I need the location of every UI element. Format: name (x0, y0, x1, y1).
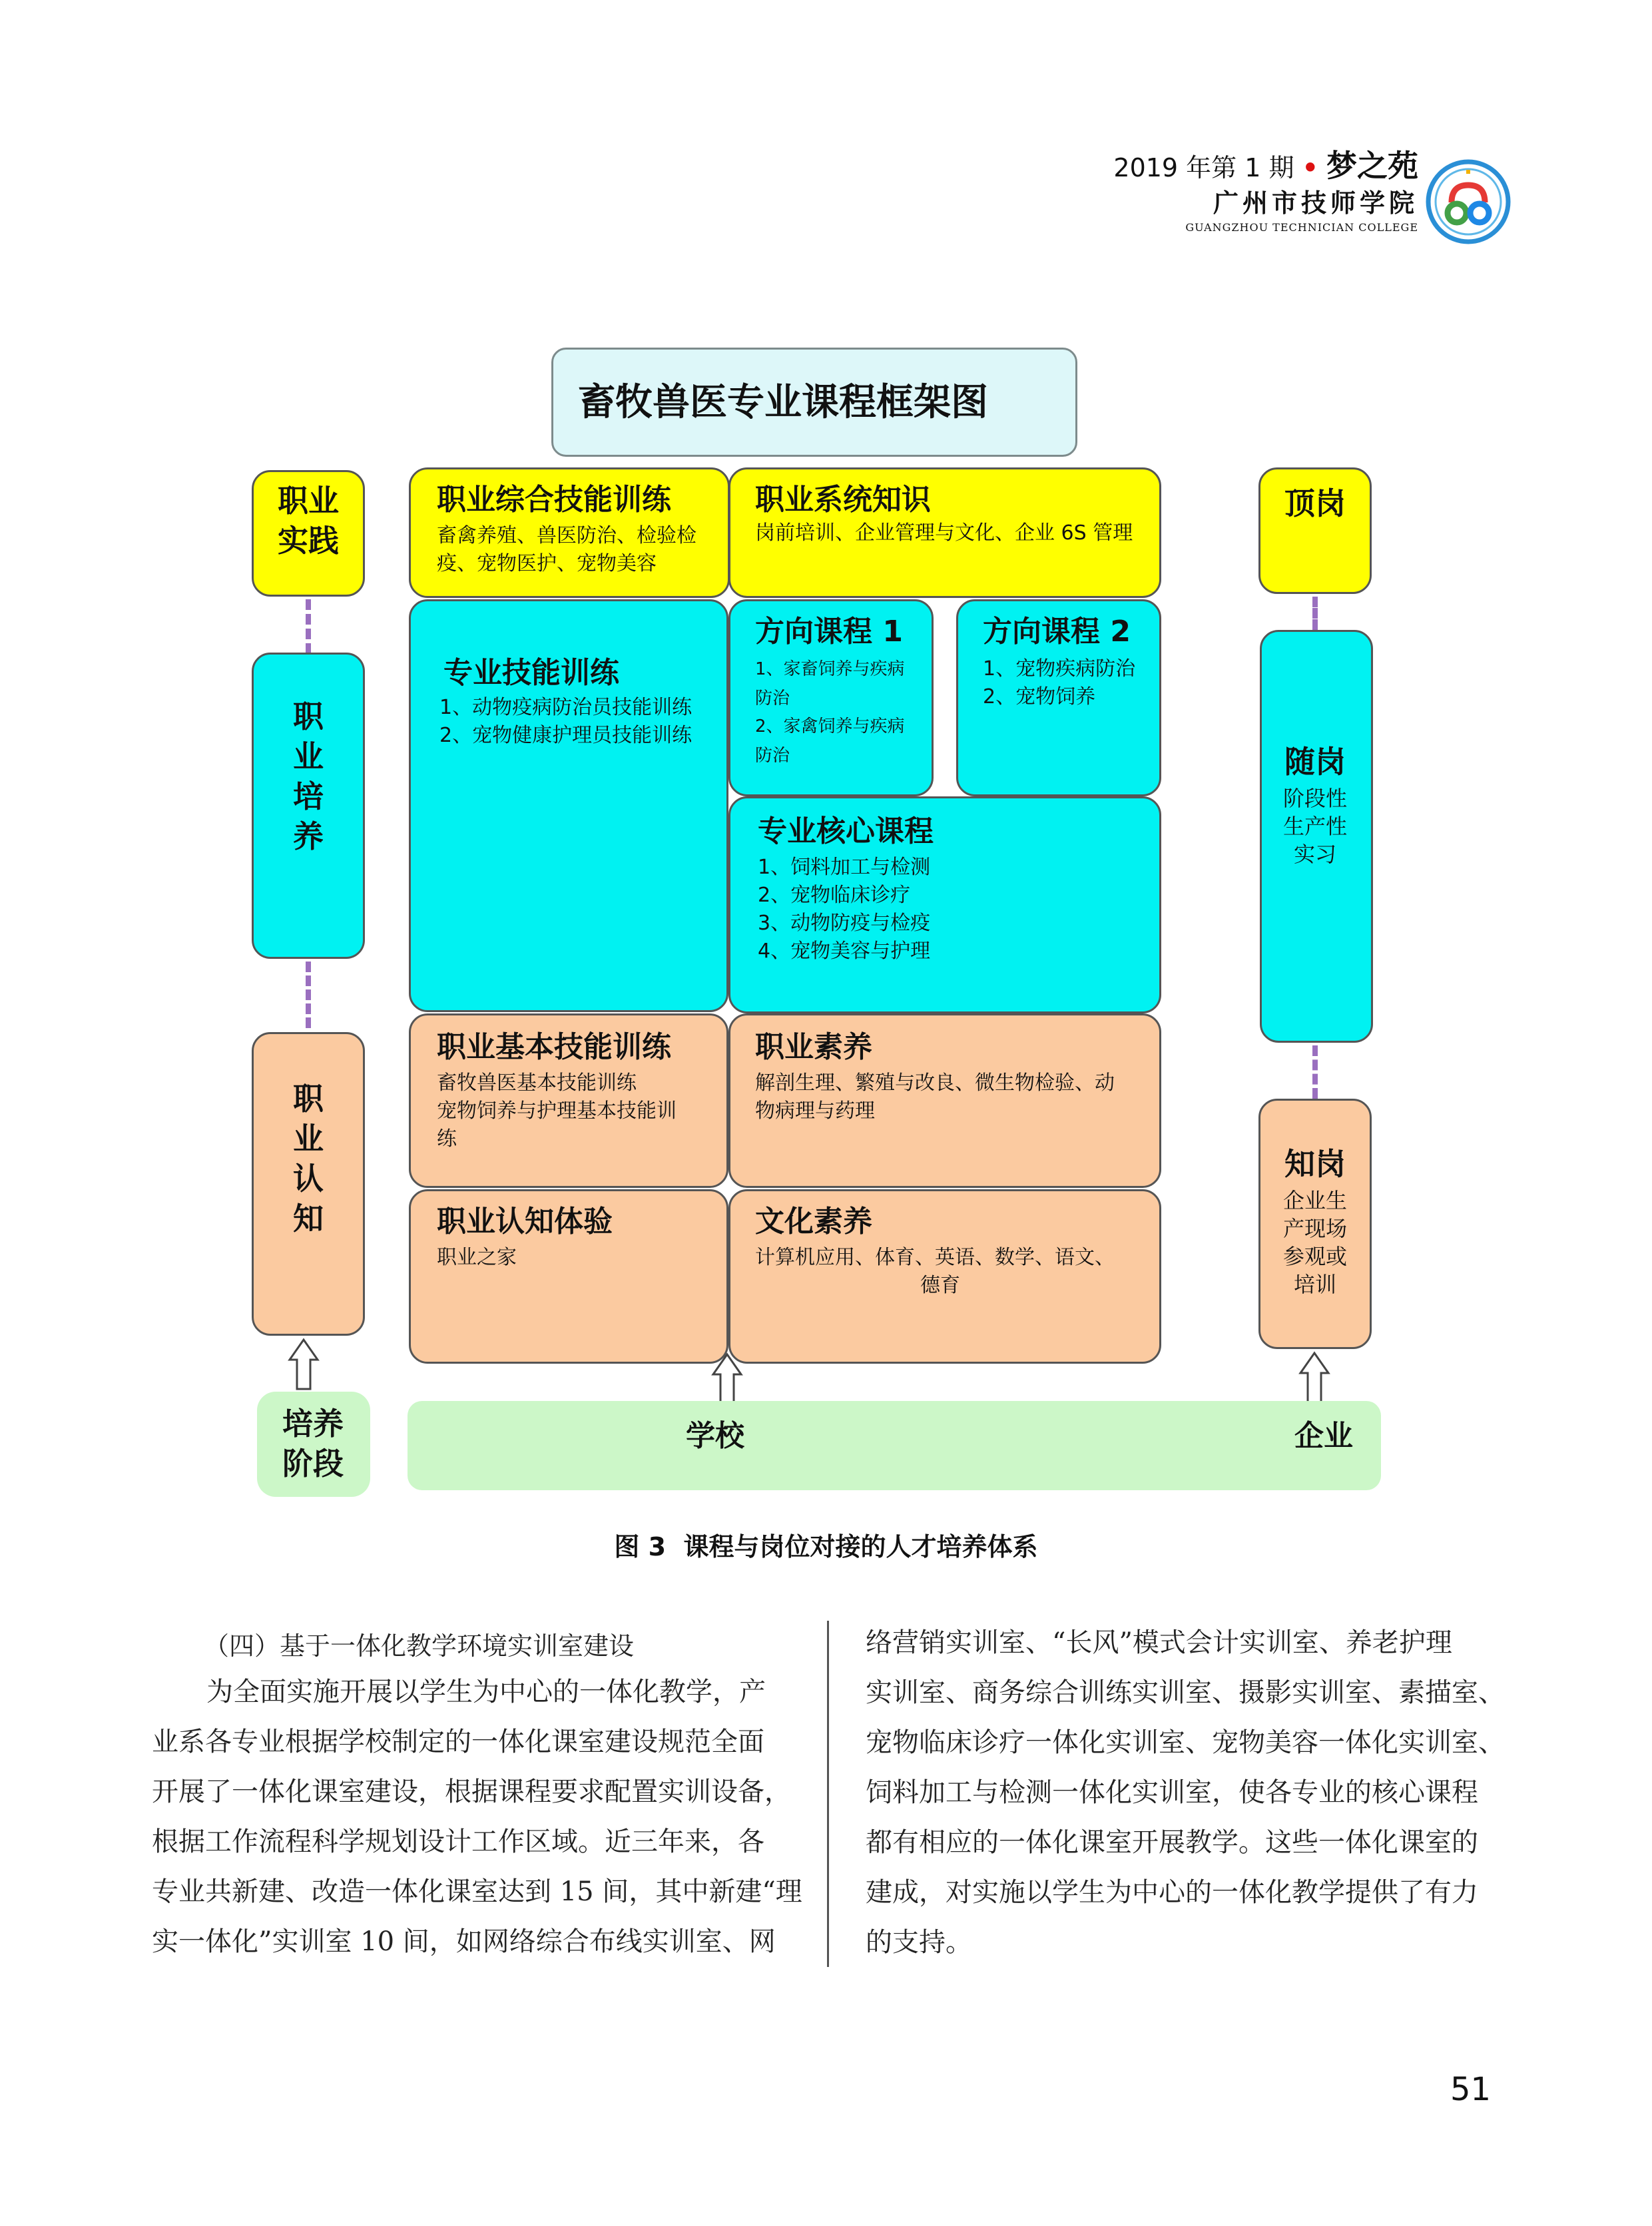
system-knowledge-line: 岗前培训、企业管理与文化、企业 6S 管理 (755, 521, 1133, 545)
journal-name: 梦之苑 (1326, 148, 1418, 184)
paragraph-line: 宠物临床诊疗一体化实训室、宠物美容一体化实训室、 (866, 1727, 1505, 1758)
direction-course-2-title: 方向课程 2 (983, 615, 1131, 649)
paragraph-line: 根据工作流程科学规划设计工作区域。近三年来，各 (152, 1826, 764, 1857)
follow-post-label: 随岗 (1284, 744, 1346, 780)
paragraph-line: 的支持。 (866, 1927, 972, 1958)
core-course-line: 1、饲料加工与检测 (758, 856, 931, 879)
skill-training-line: 1、动物疫病防治员技能训练 (439, 696, 692, 719)
paragraph-line: 建成，对实施以学生为中心的一体化教学提供了有力 (866, 1877, 1478, 1908)
skill-training-title: 专业技能训练 (443, 656, 619, 690)
figure-caption: 图 3 课程与岗位对接的人才培养体系 (614, 1532, 1038, 1561)
paragraph-line: 实训室、商务综合训练实训室、摄影实训室、素描室、 (866, 1677, 1505, 1708)
paragraph-line: 实一体化”实训室 10 间，如网络综合布线实训室、网 (152, 1926, 776, 1957)
issue-label: 2019 年第 1 期 (1113, 153, 1294, 182)
basic-skill-line: 练 (437, 1127, 457, 1151)
diagram-title: 畜牧兽医专业课程框架图 (578, 381, 988, 424)
up-arrow-icon (288, 1337, 320, 1390)
dashed-connector (1312, 597, 1318, 630)
career-cultivation-label: 职业培养 (293, 698, 324, 854)
paragraph-line: 都有相应的一体化课室开展教学。这些一体化课室的 (866, 1827, 1478, 1858)
dashed-connector (306, 962, 311, 1028)
training-stage-label: 培养阶段 (282, 1406, 344, 1482)
school-enterprise-bar (408, 1401, 1381, 1490)
dashed-connector (306, 599, 311, 654)
direction-course-1-line: 2、家禽饲养与疾病 (755, 716, 905, 736)
follow-post-desc: 阶段性生产性实习 (1282, 786, 1347, 867)
direction-course-2-line: 2、宠物饲养 (983, 685, 1096, 708)
section-heading: （四）基于一体化教学环境实训室建设 (204, 1631, 635, 1661)
professional-literacy-line: 解剖生理、繁殖与改良、微生物检验、动 (755, 1071, 1115, 1095)
basic-skill-line: 畜牧兽医基本技能训练 (437, 1071, 637, 1095)
direction-course-1-title: 方向课程 1 (755, 615, 903, 649)
cultural-literacy-line: 计算机应用、体育、英语、数学、语文、 (755, 1246, 1115, 1269)
school-label: 学校 (686, 1419, 744, 1453)
direction-course-1-line: 防治 (755, 746, 790, 766)
core-course-line: 4、宠物美容与护理 (758, 940, 931, 963)
paragraph-line: 开展了一体化课室建设，根据课程要求配置实训设备， (152, 1777, 791, 1807)
paragraph-line: 为全面实施开展以学生为中心的一体化教学，产 (206, 1677, 766, 1707)
basic-skill-line: 宠物饲养与护理基本技能训 (437, 1099, 677, 1123)
skill-training-line: 2、宠物健康护理员技能训练 (439, 724, 692, 747)
direction-course-2-line: 1、宠物疾病防治 (983, 657, 1136, 681)
direction-course-1-line: 1、家畜饲养与疾病 (755, 659, 905, 679)
up-arrow-icon (1298, 1350, 1330, 1404)
comprehensive-skill-title: 职业综合技能训练 (437, 483, 671, 517)
direction-course-1-line: 防治 (755, 689, 790, 708)
career-practice-label: 职业实践 (278, 483, 339, 559)
career-cognition-label: 职业认知 (293, 1081, 324, 1237)
know-post-label: 知岗 (1284, 1146, 1346, 1182)
cultural-literacy-title: 文化素养 (755, 1205, 872, 1239)
page-number: 51 (1450, 2071, 1492, 2108)
paragraph-line: 饲料加工与检测一体化实训室，使各专业的核心课程 (866, 1777, 1478, 1808)
top-post-label: 顶岗 (1284, 485, 1346, 521)
cognition-experience-title: 职业认知体验 (437, 1205, 613, 1239)
system-knowledge-title: 职业系统知识 (755, 483, 931, 517)
professional-literacy-title: 职业素养 (755, 1030, 872, 1064)
college-logo-icon (1425, 158, 1512, 245)
comprehensive-skill-line: 疫、宠物医护、宠物美容 (437, 552, 657, 575)
page-header (1105, 148, 1418, 241)
basic-skill-title: 职业基本技能训练 (437, 1030, 671, 1064)
paragraph-line: 络营销实训室、“长风”模式会计实训室、养老护理 (866, 1627, 1452, 1658)
issue-line (1105, 148, 1418, 186)
up-arrow-icon (711, 1352, 743, 1405)
body-left-column (152, 1667, 802, 1967)
know-post-desc: 企业生产现场参观或培训 (1282, 1188, 1347, 1297)
column-divider (827, 1621, 829, 1967)
body-right-column (866, 1618, 1509, 1968)
paragraph-line: 业系各专业根据学校制定的一体化课室建设规范全面 (152, 1727, 764, 1757)
comprehensive-skill-line: 畜禽养殖、兽医防治、检验检 (437, 524, 696, 547)
core-course-line: 3、动物防疫与检疫 (758, 912, 931, 935)
professional-literacy-line: 物病理与药理 (755, 1099, 875, 1123)
core-course-line: 2、宠物临床诊疗 (758, 884, 911, 907)
cultural-literacy-line: 德育 (920, 1274, 960, 1297)
header-dot: • (1302, 153, 1318, 182)
dashed-connector (1312, 1045, 1318, 1099)
enterprise-label: 企业 (1294, 1419, 1353, 1453)
school-name-cn: 广州市技师学院 (1213, 188, 1418, 218)
paragraph-line: 专业共新建、改造一体化课室达到 15 间，其中新建“理 (152, 1876, 802, 1907)
cognition-experience-line: 职业之家 (437, 1246, 517, 1269)
school-name-en: GUANGZHOU TECHNICIAN COLLEGE (1185, 221, 1418, 234)
core-course-title: 专业核心课程 (758, 814, 934, 848)
